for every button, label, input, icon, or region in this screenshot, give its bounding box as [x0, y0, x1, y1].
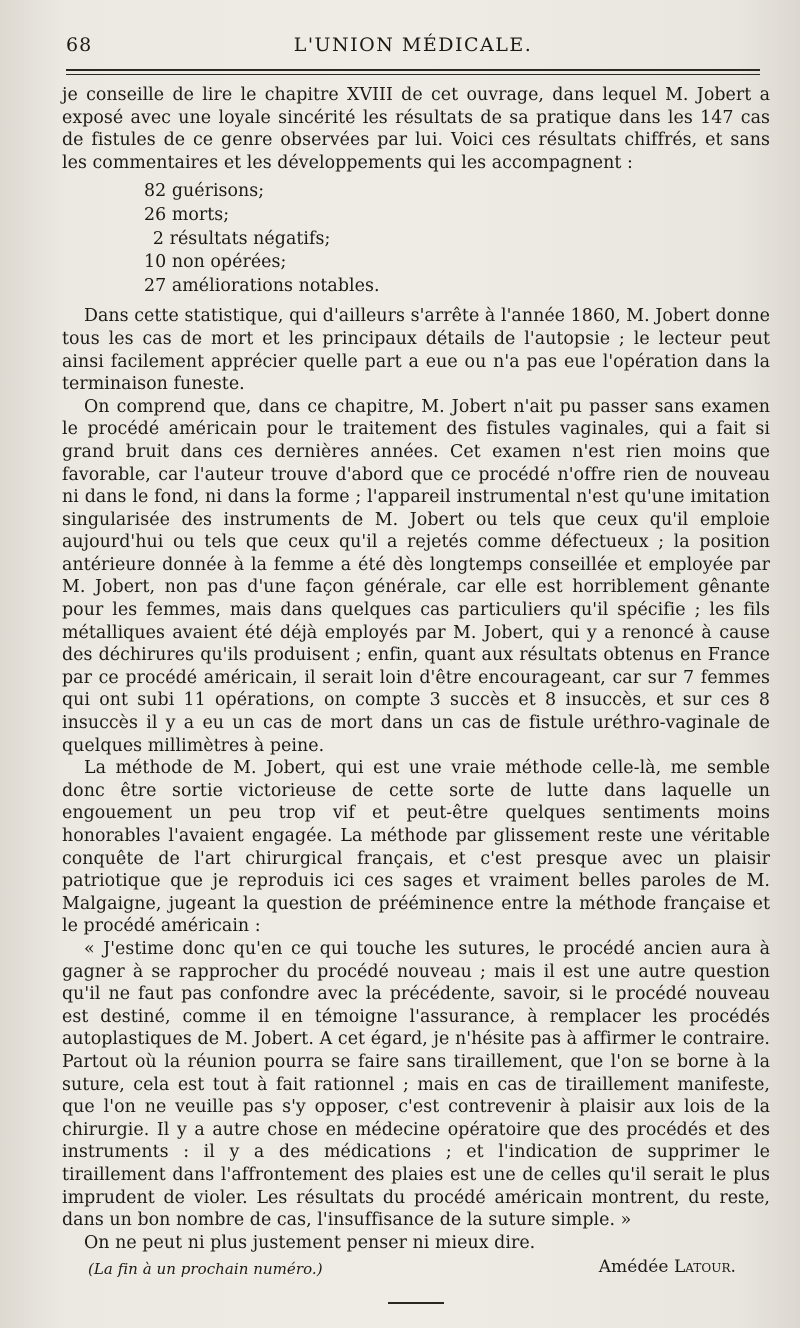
- stat-count: 10: [144, 252, 167, 273]
- continuation-note: (La fin à un prochain numéro.): [88, 1260, 323, 1279]
- stat-count: 26: [144, 204, 167, 225]
- stat-item: [144, 251, 770, 275]
- stat-count: 27: [144, 275, 167, 296]
- paragraph-intro: je conseille de lire le chapitre XVIII de cet ouvrage, dans lequel M. Jobert a exposé avec une loyale sincérité les résultats de sa pratique dans les 147 cas de fistules de ce genre observées par lui. Voici ces résultats chiffrés, et sans les commentaires et les développements qui les accompagnent :: [62, 85, 770, 173]
- stat-item: [144, 275, 770, 299]
- page-number: 68: [66, 34, 93, 56]
- article-body: [62, 84, 770, 1304]
- stat-label: résultats négatifs;: [169, 228, 331, 249]
- author-last-name: Latour.: [673, 1257, 736, 1278]
- header-rule: [66, 69, 760, 71]
- signature-row: [62, 1258, 770, 1282]
- running-head: L'UNION MÉDICALE.: [293, 34, 533, 56]
- paragraph-quote: « J'estime donc qu'en ce qui touche les sutures, le procédé ancien aura à gagner à se rapprocher du procédé nouveau ; mais il est une autre question qu'il ne faut pas confondre avec la précédente, savoir, si le procédé nouveau est destiné, comme il en témoigne l'assurance, à remplacer les procédés autoplastiques de M. Jobert. A cet égard, je n'hésite pas à affirmer le contraire. Partout où la réunion pourra se faire sans tiraillement, que l'on se borne à la suture, cela est tout à fait rationnel ; mais en cas de tiraillement manifeste, que l'on ne veuille pas s'y opposer, c'est contrevenir à plaisir aux lois de la chirurgie. Il y a autre chose en médecine opératoire que des procédés et des instruments : il y a des médications ; et l'indication de supprimer le tiraillement dans l'affrontement des plaies est une de celles qu'il serait le plus imprudent de violer. Les résultats du procédé américain montrent, du reste, dans un bon nombre de cas, l'insuffisance de la suture simple. »: [62, 938, 770, 1231]
- stat-label: morts;: [171, 204, 230, 225]
- stat-label: guérisons;: [171, 181, 265, 202]
- stat-label: non opérées;: [171, 252, 287, 273]
- paragraph-statistics: Dans cette statistique, qui d'ailleurs s'arrête à l'année 1860, M. Jobert donne tous les cas de mort et les principaux détails de l'autopsie ; le lecteur peut ainsi facilement apprécier quelle part a eue ou n'a pas eue l'opération dans la terminaison funeste.: [62, 306, 770, 395]
- paragraph-american-method: On comprend que, dans ce chapitre, M. Jobert n'ait pu passer sans examen le procédé américain pour le traitement des fistules vaginales, qui a fait si grand bruit dans ces dernières années. Cet examen n'est rien moins que favorable, car l'auteur trouve d'abord que ce procédé n'offre rien de nouveau ni dans le fond, ni dans la forme ; l'appareil instrumental n'est qu'une imitation singularisée des instruments de M. Jobert ou tels que ceux qu'il emploie aujourd'hui ou tels que ceux qu'il a rejetés comme défectueux ; la position antérieure donnée à la femme a été dès longtemps conseillée et employée par M. Jobert, non pas d'une façon générale, car elle est horriblement gênante pour les femmes, mais dans quelques cas particuliers qu'il spécifie ; les fils métalliques avaient été déjà employés par M. Jobert, qui y a renoncé à cause des déchirures qu'ils produisent ; enfin, quant aux résultats obtenus en France par ce procédé américain, il serait loin d'être encourageant, car sur 7 femmes qui ont subi 11 opérations, on compte 3 succès et 8 insuccès, et sur ces 8 insuccès il y a eu un cas de mort dans un cas de fistule uréthro-vaginale de quelques millimètres à peine.: [62, 396, 770, 756]
- statistics-list: [144, 180, 770, 298]
- stat-count: 2: [152, 228, 164, 249]
- paragraph-closing: On ne peut ni plus justement penser ni mieux dire.: [84, 1232, 536, 1253]
- stat-label: améliorations notables.: [171, 275, 380, 296]
- end-rule: [388, 1302, 444, 1304]
- stat-item: [144, 180, 770, 204]
- page-header: [66, 34, 760, 64]
- header-rule-thin: [66, 74, 760, 75]
- author-signature: [599, 1256, 736, 1279]
- stat-count: 82: [144, 181, 167, 202]
- stat-item: [144, 204, 770, 228]
- stat-item: [144, 228, 770, 252]
- author-first-name: Amédée: [598, 1257, 669, 1278]
- paragraph-jobert-method: La méthode de M. Jobert, qui est une vraie méthode celle-là, me semble donc être sortie victorieuse de cette sorte de lutte dans laquelle un engouement un peu trop vif et peut-être quelques sentiments moins honorables l'avaient engagée. La méthode par glissement reste une véritable conquête de l'art chirurgical français, et c'est presque avec un plaisir patriotique que je reproduis ici ces sages et vraiment belles paroles de M. Malgaigne, jugeant la question de prééminence entre la méthode française et le procédé américain :: [62, 758, 770, 937]
